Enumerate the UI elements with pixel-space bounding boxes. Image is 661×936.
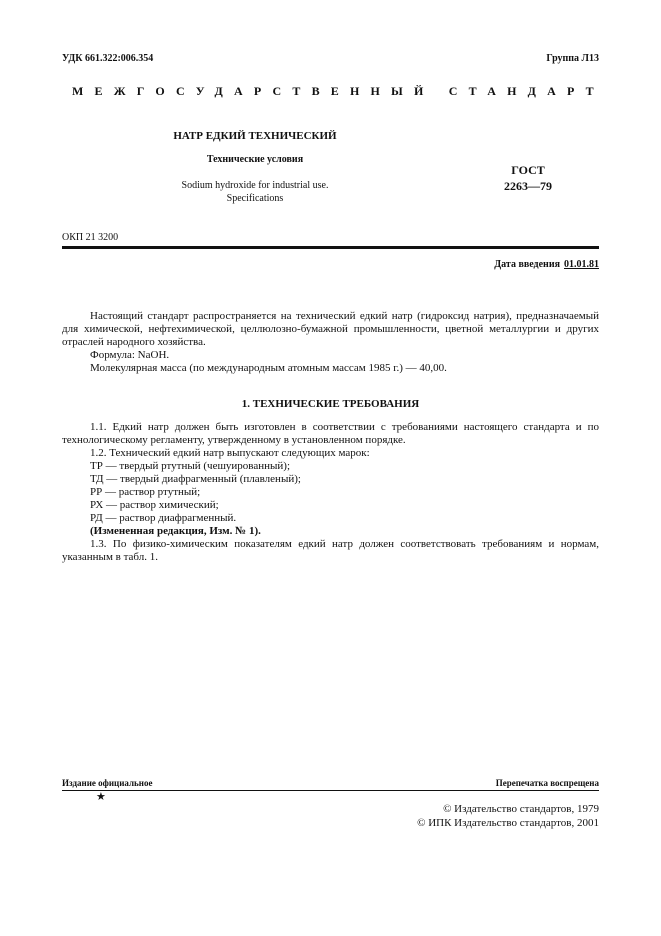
copyright-1979: © Издательство стандартов, 1979 bbox=[443, 803, 599, 815]
interstate-standard-heading: МЕЖГОСУДАРСТВЕННЫЙ СТАНДАРТ bbox=[72, 84, 605, 98]
grade-item: РД — раствор диафрагменный. bbox=[90, 512, 237, 524]
header-divider bbox=[62, 246, 599, 249]
gost-number: 2263—79 bbox=[504, 179, 552, 193]
molar-mass-line: Молекулярная масса (по международным атомным массам 1985 г.) — 40,00. bbox=[90, 362, 447, 374]
intro-date-label: Дата введения bbox=[494, 259, 560, 270]
english-title-line1: Sodium hydroxide for industrial use. bbox=[181, 180, 329, 191]
intro-date bbox=[494, 259, 599, 270]
document-title: НАТР ЕДКИЙ ТЕХНИЧЕСКИЙ bbox=[173, 130, 337, 142]
reprint-notice: Перепечатка воспрещена bbox=[495, 778, 599, 788]
clause-1-3: 1.3. По физико-химическим показателям едкий натр должен соответствовать требованиям и нормам, указанным в табл. 1. bbox=[62, 538, 599, 563]
section-heading: 1. ТЕХНИЧЕСКИЕ ТРЕБОВАНИЯ bbox=[241, 398, 420, 410]
formula-line: Формула: NaOH. bbox=[90, 349, 170, 361]
grade-item: РР — раствор ртутный; bbox=[90, 486, 201, 498]
grade-item: РХ — раствор химический; bbox=[90, 499, 219, 511]
document-subtitle: Технические условия bbox=[206, 154, 304, 165]
udk-code: УДК 661.322:006.354 bbox=[62, 53, 154, 64]
intro-paragraph: Настоящий стандарт распространяется на технический едкий натр (гидроксид натрия), предназначаемый для химической, нефтехимической, целлюлозно-бумажной промышленности, цветной металлургии и других отраслей народного хозяйства. bbox=[62, 310, 599, 348]
star-icon: ★ bbox=[96, 791, 106, 803]
gost-designation bbox=[488, 162, 568, 194]
grade-item: ТР — твердый ртутный (чешуированный); bbox=[90, 460, 291, 472]
intro-date-value: 01.01.81 bbox=[564, 259, 599, 270]
english-title bbox=[140, 179, 370, 205]
gost-label: ГОСТ bbox=[511, 163, 545, 177]
section-1-body bbox=[62, 421, 599, 564]
footer-divider bbox=[62, 790, 599, 791]
clause-1-1: 1.1. Едкий натр должен быть изготовлен в соответствии с требованиями настоящего стандарта и по технологическому регламенту, утвержденному в установленном порядке. bbox=[62, 421, 599, 446]
revision-note: (Измененная редакция, Изм. № 1). bbox=[90, 525, 261, 537]
okp-code: ОКП 21 3200 bbox=[62, 232, 119, 243]
grade-item: ТД — твердый диафрагменный (плавленый); bbox=[90, 473, 301, 485]
copyright-2001: © ИПК Издательство стандартов, 2001 bbox=[417, 817, 599, 829]
official-edition-label: Издание официальное bbox=[62, 778, 153, 788]
english-title-line2: Specifications bbox=[226, 193, 284, 204]
group-code: Группа Л13 bbox=[546, 53, 599, 64]
clause-1-2: 1.2. Технический едкий натр выпускают следующих марок: bbox=[90, 447, 370, 459]
intro-section bbox=[62, 310, 599, 375]
